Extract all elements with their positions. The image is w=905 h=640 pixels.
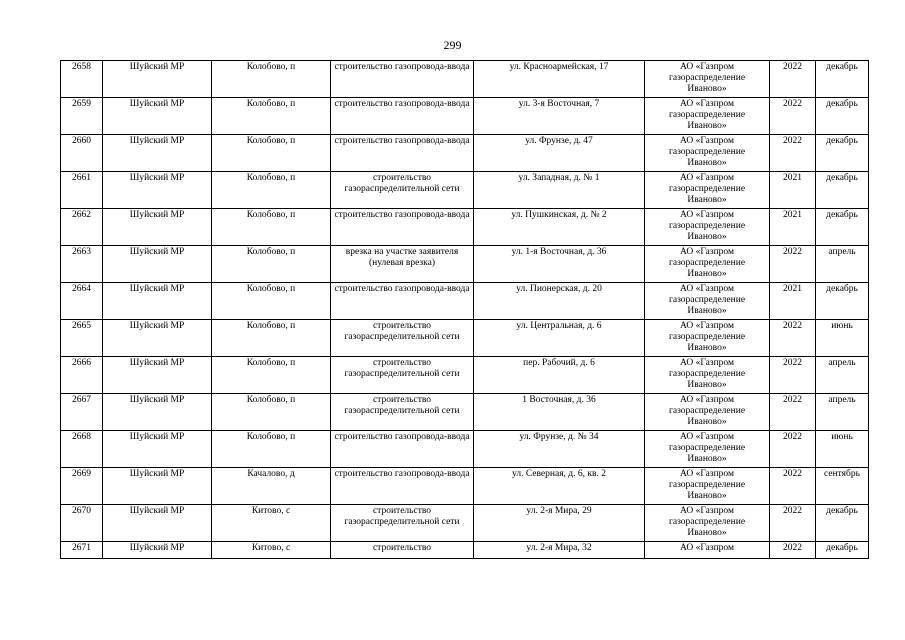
work-type-cell: строительство xyxy=(331,542,474,559)
address-cell: ул. Центральная, д. 6 xyxy=(474,320,645,357)
year-cell: 2021 xyxy=(770,209,816,246)
organization-cell xyxy=(645,320,770,357)
organization-cell xyxy=(645,283,770,320)
address-cell: ул. Западная, д. № 1 xyxy=(474,172,645,209)
organization-line: газораспределение xyxy=(668,73,746,83)
work-type-cell: строительство газопровода-ввода xyxy=(331,431,474,468)
organization-line: Иваново» xyxy=(687,269,727,279)
year-cell: 2022 xyxy=(770,357,816,394)
district-cell: Шуйский МР xyxy=(103,135,212,172)
locality-cell: Китово, с xyxy=(212,505,331,542)
district-cell: Шуйский МР xyxy=(103,394,212,431)
address-cell: ул. 1-я Восточная, д. 36 xyxy=(474,246,645,283)
organization-cell xyxy=(645,505,770,542)
table-row xyxy=(61,394,869,431)
district-cell: Шуйский МР xyxy=(103,209,212,246)
organization-line: газораспределение xyxy=(668,110,746,120)
month-cell: апрель xyxy=(816,246,869,283)
address-cell: ул. Северная, д. 6, кв. 2 xyxy=(474,468,645,505)
organization-line: Иваново» xyxy=(687,195,727,205)
table-body xyxy=(61,61,869,559)
month-cell: июнь xyxy=(816,431,869,468)
organization-line: газораспределение xyxy=(668,295,746,305)
district-cell: Шуйский МР xyxy=(103,542,212,559)
year-cell: 2022 xyxy=(770,98,816,135)
organization-cell xyxy=(645,209,770,246)
locality-cell: Китово, с xyxy=(212,542,331,559)
month-cell: декабрь xyxy=(816,505,869,542)
year-cell: 2022 xyxy=(770,468,816,505)
locality-cell: Качалово, д xyxy=(212,468,331,505)
organization-line: газораспределение xyxy=(668,517,746,527)
locality-cell: Колобово, п xyxy=(212,135,331,172)
district-cell: Шуйский МР xyxy=(103,320,212,357)
address-cell: ул. 2-я Мира, 29 xyxy=(474,505,645,542)
table-row xyxy=(61,98,869,135)
address-cell: ул. Фрунзе, д. 47 xyxy=(474,135,645,172)
row-number: 2666 xyxy=(61,357,103,394)
organization-line: Иваново» xyxy=(687,121,727,131)
row-number: 2665 xyxy=(61,320,103,357)
district-cell: Шуйский МР xyxy=(103,246,212,283)
year-cell: 2022 xyxy=(770,135,816,172)
organization-line: газораспределение xyxy=(668,369,746,379)
organization-cell xyxy=(645,172,770,209)
row-number: 2669 xyxy=(61,468,103,505)
district-cell: Шуйский МР xyxy=(103,431,212,468)
address-cell: ул. Пушкинская, д. № 2 xyxy=(474,209,645,246)
table-row xyxy=(61,283,869,320)
table-row xyxy=(61,135,869,172)
organization-line: газораспределение xyxy=(668,184,746,194)
organization-cell xyxy=(645,61,770,98)
month-cell: апрель xyxy=(816,394,869,431)
row-number: 2659 xyxy=(61,98,103,135)
organization-cell xyxy=(645,135,770,172)
work-type-cell: строительство газопровода-ввода xyxy=(331,283,474,320)
organization-line: АО «Газпром xyxy=(679,506,734,516)
table-row xyxy=(61,357,869,394)
month-cell: декабрь xyxy=(816,135,869,172)
work-type-cell: строительство газопровода-ввода xyxy=(331,135,474,172)
work-type-cell: строительство газораспределительной сети xyxy=(331,320,474,357)
organization-line: АО «Газпром xyxy=(679,210,734,220)
table-row xyxy=(61,246,869,283)
row-number: 2662 xyxy=(61,209,103,246)
year-cell: 2021 xyxy=(770,283,816,320)
organization-line: газораспределение xyxy=(668,258,746,268)
table-row xyxy=(61,320,869,357)
organization-line: АО «Газпром xyxy=(679,284,734,294)
month-cell: декабрь xyxy=(816,542,869,559)
organization-line: газораспределение xyxy=(668,443,746,453)
organization-line: Иваново» xyxy=(687,491,727,501)
locality-cell: Колобово, п xyxy=(212,357,331,394)
organization-line: Иваново» xyxy=(687,232,727,242)
year-cell: 2022 xyxy=(770,542,816,559)
organization-line: газораспределение xyxy=(668,147,746,157)
work-type-cell: строительство газораспределительной сети xyxy=(331,172,474,209)
work-type-cell: строительство газопровода-ввода xyxy=(331,209,474,246)
page-number: 299 xyxy=(443,38,462,52)
address-cell: ул. 2-я Мира, 32 xyxy=(474,542,645,559)
organization-line: Иваново» xyxy=(687,380,727,390)
year-cell: 2022 xyxy=(770,246,816,283)
month-cell: декабрь xyxy=(816,172,869,209)
year-cell: 2022 xyxy=(770,394,816,431)
address-cell: пер. Рабочий, д. 6 xyxy=(474,357,645,394)
organization-cell xyxy=(645,246,770,283)
organization-line: газораспределение xyxy=(668,480,746,490)
work-type-cell: строительство газораспределительной сети xyxy=(331,357,474,394)
organization-line: АО «Газпром xyxy=(679,173,734,183)
month-cell: июнь xyxy=(816,320,869,357)
row-number: 2660 xyxy=(61,135,103,172)
month-cell: декабрь xyxy=(816,61,869,98)
table-row xyxy=(61,505,869,542)
address-cell: ул. Красноармейская, 17 xyxy=(474,61,645,98)
locality-cell: Колобово, п xyxy=(212,61,331,98)
address-cell: ул. 3-я Восточная, 7 xyxy=(474,98,645,135)
row-number: 2663 xyxy=(61,246,103,283)
district-cell: Шуйский МР xyxy=(103,61,212,98)
table-row xyxy=(61,61,869,98)
locality-cell: Колобово, п xyxy=(212,172,331,209)
locality-cell: Колобово, п xyxy=(212,431,331,468)
month-cell: декабрь xyxy=(816,209,869,246)
work-type-cell: врезка на участке заявителя (нулевая врезка) xyxy=(331,246,474,283)
row-number: 2671 xyxy=(61,542,103,559)
organization-line: АО «Газпром xyxy=(679,62,734,72)
month-cell: декабрь xyxy=(816,283,869,320)
organization-cell xyxy=(645,468,770,505)
organization-line: Иваново» xyxy=(687,528,727,538)
organization-line: Иваново» xyxy=(687,454,727,464)
month-cell: декабрь xyxy=(816,98,869,135)
organization-cell xyxy=(645,98,770,135)
organization-line: Иваново» xyxy=(687,417,727,427)
row-number: 2668 xyxy=(61,431,103,468)
work-type-cell: строительство газопровода-ввода xyxy=(331,61,474,98)
organization-line: Иваново» xyxy=(687,343,727,353)
locality-cell: Колобово, п xyxy=(212,209,331,246)
row-number: 2661 xyxy=(61,172,103,209)
organization-cell xyxy=(645,357,770,394)
table-row xyxy=(61,431,869,468)
address-cell: ул. Фрунзе, д. № 34 xyxy=(474,431,645,468)
row-number: 2667 xyxy=(61,394,103,431)
address-cell: ул. Пионерская, д. 20 xyxy=(474,283,645,320)
organization-line: АО «Газпром xyxy=(679,247,734,257)
locality-cell: Колобово, п xyxy=(212,394,331,431)
organization-line: АО «Газпром xyxy=(679,99,734,109)
gas-connection-table xyxy=(60,60,869,559)
district-cell: Шуйский МР xyxy=(103,468,212,505)
organization-line: АО «Газпром xyxy=(679,136,734,146)
table-row xyxy=(61,172,869,209)
locality-cell: Колобово, п xyxy=(212,283,331,320)
organization-line: АО «Газпром xyxy=(679,395,734,405)
row-number: 2658 xyxy=(61,61,103,98)
table-row xyxy=(61,542,869,559)
month-cell: сентябрь xyxy=(816,468,869,505)
organization-line: Иваново» xyxy=(687,158,727,168)
district-cell: Шуйский МР xyxy=(103,172,212,209)
organization-line: Иваново» xyxy=(687,306,727,316)
year-cell: 2022 xyxy=(770,61,816,98)
address-cell: 1 Восточная, д. 36 xyxy=(474,394,645,431)
organization-line: АО «Газпром xyxy=(679,469,734,479)
work-type-cell: строительство газораспределительной сети xyxy=(331,505,474,542)
organization-line: газораспределение xyxy=(668,406,746,416)
organization-cell xyxy=(645,431,770,468)
district-cell: Шуйский МР xyxy=(103,98,212,135)
organization-line: Иваново» xyxy=(687,84,727,94)
organization-line: АО «Газпром xyxy=(679,321,734,331)
locality-cell: Колобово, п xyxy=(212,98,331,135)
table-row xyxy=(61,468,869,505)
work-type-cell: строительство газопровода-ввода xyxy=(331,98,474,135)
row-number: 2670 xyxy=(61,505,103,542)
organization-cell: АО «Газпром xyxy=(645,542,770,559)
organization-line: газораспределение xyxy=(668,332,746,342)
organization-line: АО «Газпром xyxy=(679,358,734,368)
row-number: 2664 xyxy=(61,283,103,320)
work-type-cell: строительство газопровода-ввода xyxy=(331,468,474,505)
district-cell: Шуйский МР xyxy=(103,357,212,394)
district-cell: Шуйский МР xyxy=(103,283,212,320)
organization-line: газораспределение xyxy=(668,221,746,231)
month-cell: апрель xyxy=(816,357,869,394)
work-type-cell: строительство газораспределительной сети xyxy=(331,394,474,431)
locality-cell: Колобово, п xyxy=(212,320,331,357)
organization-cell xyxy=(645,394,770,431)
district-cell: Шуйский МР xyxy=(103,505,212,542)
year-cell: 2021 xyxy=(770,172,816,209)
year-cell: 2022 xyxy=(770,431,816,468)
year-cell: 2022 xyxy=(770,505,816,542)
locality-cell: Колобово, п xyxy=(212,246,331,283)
table-row xyxy=(61,209,869,246)
year-cell: 2022 xyxy=(770,320,816,357)
organization-line: АО «Газпром xyxy=(679,432,734,442)
